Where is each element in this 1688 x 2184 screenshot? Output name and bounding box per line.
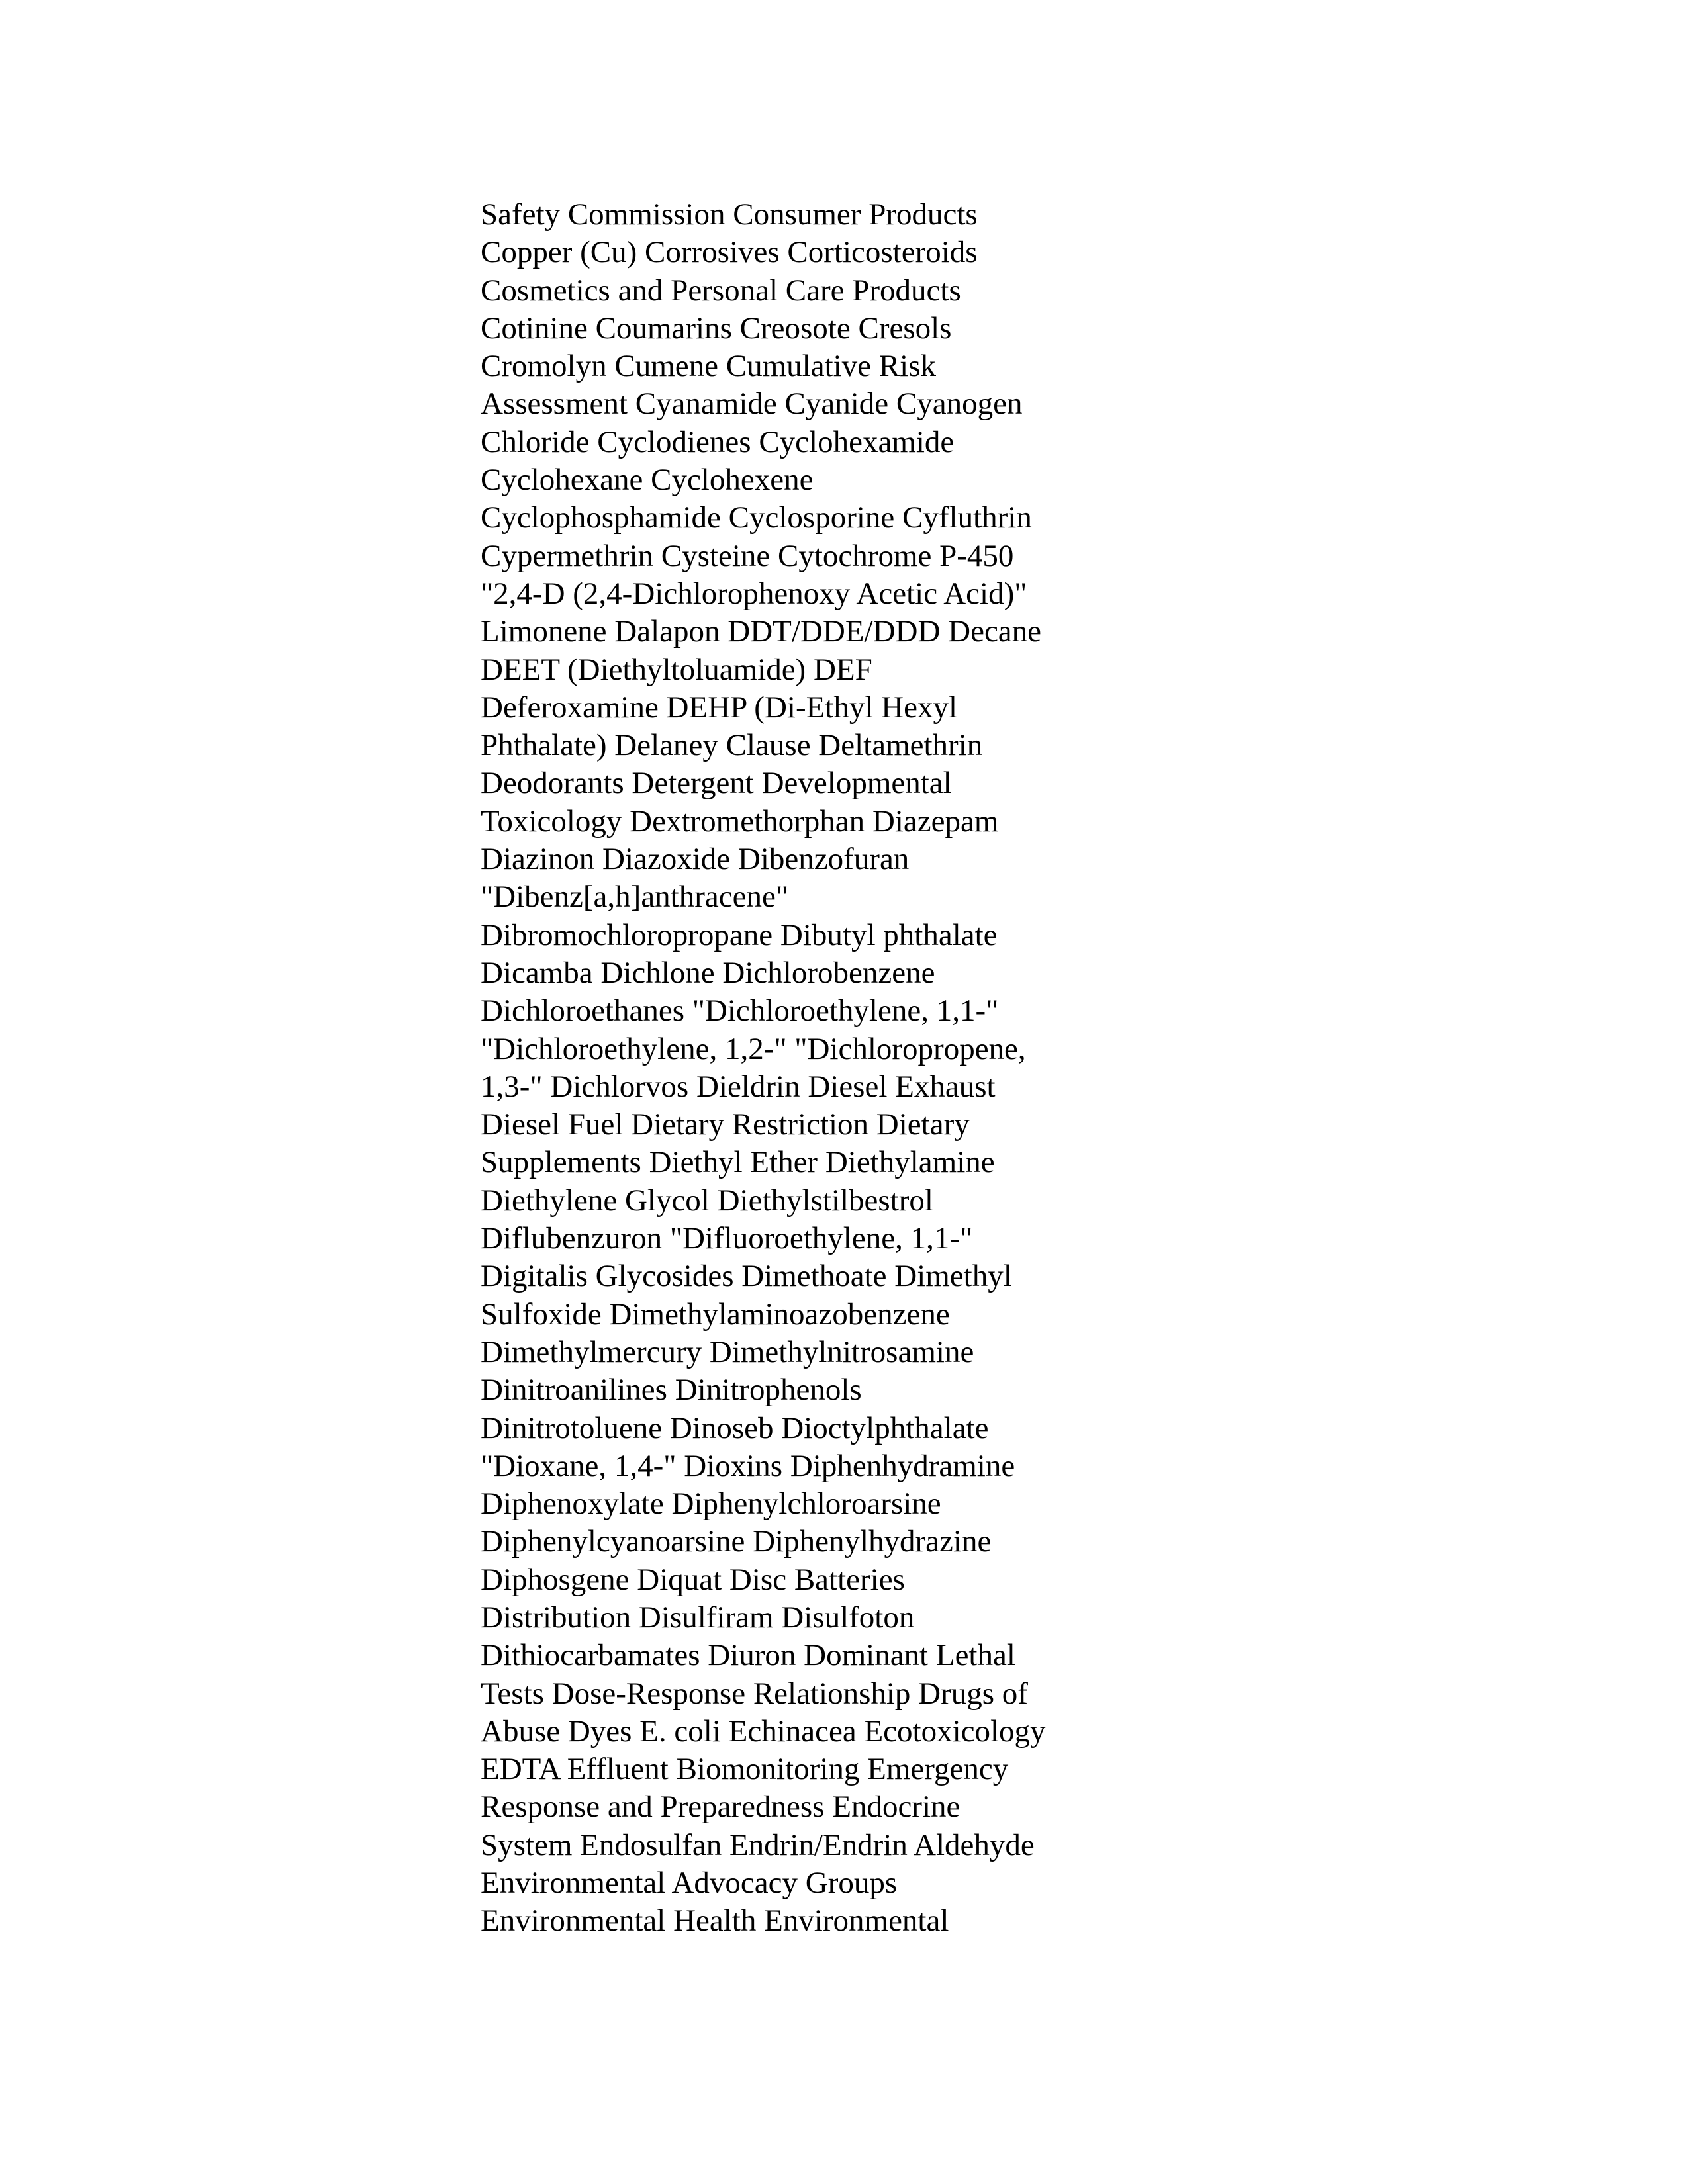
text-line: Dimethylmercury Dimethylnitrosamine	[481, 1334, 974, 1369]
text-line: Deodorants Detergent Developmental	[481, 766, 952, 801]
text-line: Diflubenzuron "Difluoroethylene, 1,1-"	[481, 1221, 973, 1256]
text-line: Diphenoxylate Diphenylchloroarsine	[481, 1486, 941, 1522]
text-line: EDTA Effluent Biomonitoring Emergency	[481, 1752, 1009, 1787]
text-line: Diphosgene Diquat Disc Batteries	[481, 1562, 905, 1597]
text-line: Toxicology Dextromethorphan Diazepam	[481, 803, 999, 839]
text-line: Cypermethrin Cysteine Cytochrome P-450	[481, 538, 1014, 573]
text-line: Assessment Cyanamide Cyanide Cyanogen	[481, 387, 1023, 422]
text-line: Dibromochloropropane Dibutyl phthalate	[481, 917, 998, 952]
text-line: Diazinon Diazoxide Dibenzofuran	[481, 842, 910, 877]
text-line: Response and Preparedness Endocrine	[481, 1790, 961, 1825]
text-line: Dinitroanilines Dinitrophenols	[481, 1373, 862, 1408]
text-line: 1,3-" Dichlorvos Dieldrin Diesel Exhaust	[481, 1069, 996, 1104]
text-line: Cosmetics and Personal Care Products	[481, 273, 961, 308]
text-line: Diethylene Glycol Diethylstilbestrol	[481, 1183, 933, 1218]
text-line: Supplements Diethyl Ether Diethylamine	[481, 1145, 995, 1180]
text-line: Dinitrotoluene Dinoseb Dioctylphthalate	[481, 1410, 989, 1445]
text-line: Environmental Advocacy Groups	[481, 1866, 898, 1901]
text-line: Tests Dose-Response Relationship Drugs of	[481, 1676, 1028, 1711]
text-line: Safety Commission Consumer Products	[481, 197, 978, 232]
text-line: Cyclohexane Cyclohexene	[481, 463, 814, 498]
text-line: Diesel Fuel Dietary Restriction Dietary	[481, 1107, 970, 1142]
text-line: "Dibenz[a,h]anthracene"	[481, 880, 789, 915]
text-line: Copper (Cu) Corrosives Corticosteroids	[481, 235, 978, 270]
text-line: Phthalate) Delaney Clause Deltamethrin	[481, 728, 983, 763]
text-line: DEET (Diethyltoluamide) DEF	[481, 652, 872, 687]
text-line: Environmental Health Environmental	[481, 1903, 949, 1938]
text-line: Cotinine Coumarins Creosote Cresols	[481, 310, 952, 345]
text-line: Distribution Disulfiram Disulfoton	[481, 1600, 915, 1635]
text-line: Deferoxamine DEHP (Di-Ethyl Hexyl	[481, 690, 958, 725]
text-line: "Dichloroethylene, 1,2-" "Dichloropropene,	[481, 1031, 1026, 1066]
text-line: Abuse Dyes E. coli Echinacea Ecotoxicology	[481, 1713, 1046, 1749]
text-line: "Dioxane, 1,4-" Dioxins Diphenhydramine	[481, 1448, 1015, 1483]
text-line: Cromolyn Cumene Cumulative Risk	[481, 349, 936, 384]
text-line: "2,4-D (2,4-Dichlorophenoxy Acetic Acid)"	[481, 576, 1027, 611]
text-line: Dichloroethanes "Dichloroethylene, 1,1-"	[481, 993, 999, 1028]
text-line: System Endosulfan Endrin/Endrin Aldehyde	[481, 1827, 1035, 1862]
text-line: Dicamba Dichlone Dichlorobenzene	[481, 955, 935, 990]
text-line: Digitalis Glycosides Dimethoate Dimethyl	[481, 1259, 1012, 1294]
text-line: Dithiocarbamates Diuron Dominant Lethal	[481, 1638, 1015, 1673]
text-line: Sulfoxide Dimethylaminoazobenzene	[481, 1297, 950, 1332]
text-line: Chloride Cyclodienes Cyclohexamide	[481, 424, 955, 459]
text-line: Diphenylcyanoarsine Diphenylhydrazine	[481, 1524, 992, 1559]
text-line: Limonene Dalapon DDT/DDE/DDD Decane	[481, 614, 1042, 649]
text-line: Cyclophosphamide Cyclosporine Cyfluthrin	[481, 500, 1032, 535]
index-text-block	[481, 196, 1143, 1940]
